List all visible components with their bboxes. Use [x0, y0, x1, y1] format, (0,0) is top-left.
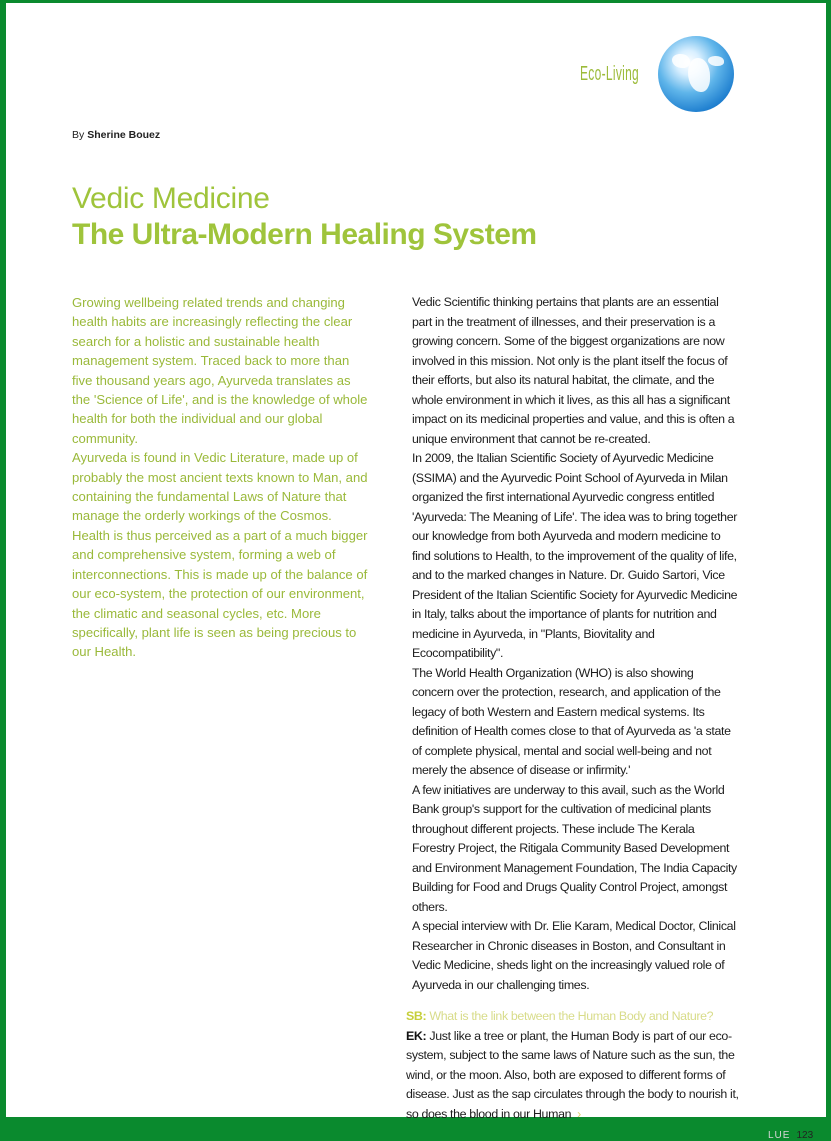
body-paragraph: A few initiatives are underway to this avail, such as the World Bank group's support for the cultivation of medicinal plants throughout different projects. These include The Kerala Forestry Project, the Ritigala Community Based Development and Environment Management Foundation, The India Capacity Building for Food and Drugs Quality Control Project, amongst others.	[412, 782, 737, 914]
body-paragraph: The World Health Organization (WHO) is also showing concern over the protection, research, and application of the legacy of both Western and Eastern medical systems. Its definition of Health comes close to that of Ayurveda as 'a state of complete physical, mental and social well-being and not merely the absence of disease or infirmity.'	[412, 665, 731, 777]
article-title: Vedic Medicine	[72, 182, 270, 215]
intro-paragraph: Growing wellbeing related trends and changing health habits are increasingly reflecting the clear search for a holistic and sustainable health management system. Traced back to more than five thousand years ago, Ayurveda translates as the 'Science of Life', and is the knowledge of whole health for both the individual and our global community.	[72, 295, 368, 446]
continue-arrow-icon: ›	[577, 1106, 581, 1121]
body-paragraph: A special interview with Dr. Elie Karam, Medical Doctor, Clinical Researcher in Chronic diseases in Boston, and Consultant in Vedic Medicine, sheds light on the increasingly valued role of Ayurveda in our challenging times.	[412, 919, 736, 992]
page-number: 123	[796, 1130, 814, 1141]
section-label: Eco-Living	[580, 63, 640, 85]
body-paragraph: Vedic Scientific thinking pertains that plants are an essential part in the treatment of illnesses, and their preservation is a growing concern. Some of the biggest organizations are now involved in this mission. Not only is the plant itself the focus of their efforts, but also its natural habitat, the climate, and the whole environment in which it lives, as this all has a significant impact on its medicinal properties and value, and this is often a unique environment that cannot be re-created.	[412, 295, 735, 446]
byline	[72, 129, 160, 141]
right-column	[406, 293, 742, 1124]
page-footer	[768, 1130, 813, 1141]
author-name: Sherine Bouez	[87, 129, 161, 141]
title-block	[72, 181, 772, 253]
question-text: What is the link between the Human Body and Nature?	[426, 1009, 714, 1023]
magazine-logo: LUE	[768, 1130, 791, 1141]
question-label: SB:	[406, 1009, 427, 1023]
interview	[406, 1007, 742, 1124]
interview-question	[406, 1007, 742, 1027]
body-column	[406, 293, 738, 995]
globe-icon	[658, 36, 734, 112]
magazine-page	[6, 3, 826, 1141]
intro-paragraph: Ayurveda is found in Vedic Literature, made up of probably the most ancient texts known to Man, and containing the fundamental Laws of Nature that manage the orderly workings of the Cosmos. Health is thus perceived as a part of a much bigger and comprehensive system, forming a web of interconnections. This is made up of the balance of our eco-system, the protection of our environment, the climatic and seasonal cycles, etc. More specifically, plant life is seen as being precious to our Health.	[72, 450, 368, 660]
article-subtitle: The Ultra-Modern Healing System	[72, 218, 537, 251]
interview-answer	[406, 1027, 742, 1125]
byline-prefix: By	[72, 129, 85, 141]
answer-text: Just like a tree or plant, the Human Body is part of our eco-system, subject to the same laws of Nature such as the sun, the wind, or the moon. Also, both are exposed to different forms of disease. Just as the sap circulates through the body to nourish it, so does the blood in our Human	[406, 1028, 739, 1121]
answer-label: EK:	[406, 1028, 427, 1043]
intro-column	[72, 293, 372, 662]
body-paragraph: In 2009, the Italian Scientific Society of Ayurvedic Medicine (SSIMA) and the Ayurvedic Point School of Ayurveda in Milan organized the first international Ayurvedic congress entitled 'Ayurveda: The Meaning of Life'. The idea was to bring together our knowledge from both Ayurveda and modern medicine to find solutions to Health, to the improvement of the quality of life, and to the marked changes in Nature. Dr. Guido Sartori, Vice President of the Italian Scientific Society for Ayurvedic Medicine in Italy, talks about the importance of plants for nutrition and medicine in Ayurveda, in "Plants, Biovitality and Ecocompatibility".	[412, 451, 738, 660]
